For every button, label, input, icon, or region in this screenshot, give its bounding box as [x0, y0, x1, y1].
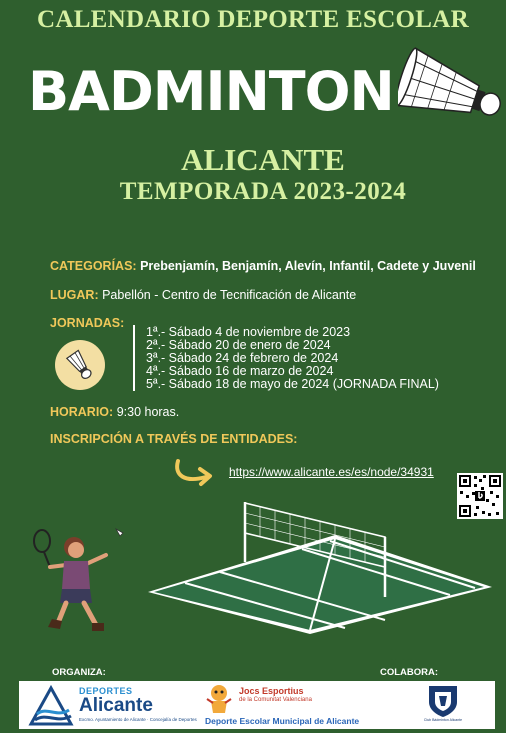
top-title: CALENDARIO DEPORTE ESCOLAR: [37, 6, 469, 33]
dates-divider: [133, 325, 135, 391]
shuttlecock-icon: [398, 44, 506, 140]
schedule-row: [50, 405, 179, 419]
registration-row: [50, 432, 297, 446]
badminton-court-illustration: [140, 497, 506, 635]
categories-row: [50, 259, 476, 273]
place-label: LUGAR:: [50, 288, 99, 302]
jornada-item: 5ª.- Sábado 18 de mayo de 2024 (JORNADA FINAL): [146, 377, 439, 391]
club-text: Club Bádminton Alicante: [423, 718, 463, 722]
club-badminton-logo: [421, 684, 465, 726]
place-row: [50, 288, 356, 302]
dem-text: Deporte Escolar Municipal de Alicante: [205, 716, 360, 726]
deportes-alicante-logo: [27, 684, 197, 726]
jornada-item: 1ª.- Sábado 4 de noviembre de 2023: [146, 325, 351, 339]
colabora-label: COLABORA:: [380, 667, 439, 678]
jocs-subtitle: de la Comunitat Valenciana: [239, 697, 312, 703]
jocs-esportius-logo: [189, 683, 359, 727]
jornada-item: 4ª.- Sábado 16 de marzo de 2024: [146, 364, 334, 378]
jocs-title: Jocs Esportius: [239, 686, 304, 696]
girl-player-illustration: [26, 525, 136, 640]
registration-link[interactable]: https://www.alicante.es/es/node/34931: [229, 465, 434, 479]
city-title: ALICANTE: [181, 142, 345, 177]
jornada-item: 2ª.- Sábado 20 de enero de 2024: [146, 338, 331, 352]
curved-arrow-icon: [172, 455, 216, 489]
sponsor-logos-bar: [19, 681, 495, 729]
club-shield-icon: [421, 684, 465, 718]
categories-label: CATEGORÍAS:: [50, 259, 137, 273]
jornada-item: 3ª.- Sábado 24 de febrero de 2024: [146, 351, 339, 365]
schedule-value: 9:30 horas.: [116, 405, 180, 419]
mascot-icon: [201, 683, 237, 715]
shuttlecock-badge-icon: [55, 340, 105, 390]
organiza-label: ORGANIZA:: [52, 667, 106, 678]
season-title: TEMPORADA 2023-2024: [119, 178, 407, 205]
alicante-word: Alicante: [79, 695, 153, 716]
place-value: Pabellón - Centro de Tecnificación de Alicante: [102, 288, 357, 302]
jornadas-label: JORNADAS:: [50, 316, 125, 330]
deportes-alicante-emblem-icon: [27, 684, 75, 726]
categories-value: Prebenjamín, Benjamín, Alevín, Infantil, Cadete y Juvenil: [140, 259, 476, 273]
jornadas-row: [50, 316, 124, 330]
schedule-label: HORARIO:: [50, 405, 114, 419]
registration-label: INSCRIPCIÓN A TRAVÉS DE ENTIDADES:: [50, 432, 298, 446]
deportes-small-text: Excmo. Ayuntamiento de Alicante · Concejalía de Deportes: [79, 717, 197, 722]
jornadas-list: [146, 326, 439, 391]
deportes-word: DEPORTES: [79, 686, 133, 696]
main-title: BADMINTON: [28, 60, 394, 123]
